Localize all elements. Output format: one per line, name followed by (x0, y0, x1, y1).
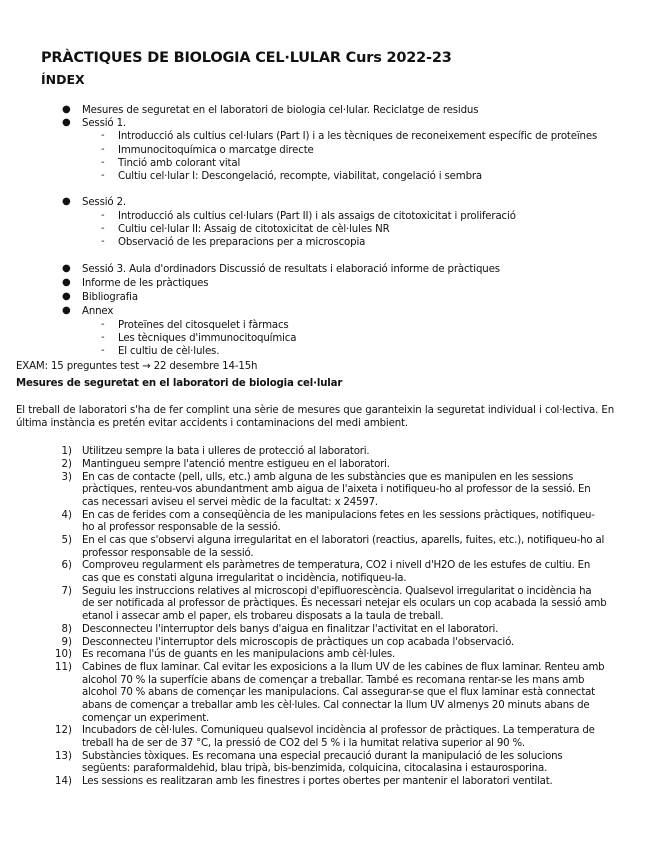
rule-number: 11) (55, 662, 72, 674)
index-subitem: Proteïnes del citosquelet i fàrmacs (118, 320, 289, 331)
rule-line: Cabines de flux laminar. Cal evitar les exposicions a la llum UV de les cabines de flux laminar. Renteu amb (82, 662, 605, 674)
index-heading: ÍNDEX (41, 72, 85, 87)
rule-number: 4) (61, 509, 72, 521)
index-item: Annex (82, 306, 114, 317)
dash-icon: - (101, 144, 105, 155)
dash-icon: - (101, 210, 105, 221)
rule-line: Utilitzeu sempre la bata i ulleres de protecció al laboratori. (82, 446, 370, 457)
rule-number: 1) (61, 446, 72, 457)
rule-number: 6) (61, 560, 72, 572)
rule-line: pràctiques, renteu-vos abundantment amb aigua de l'aixeta i notifiqueu-ho al professor de la sessió. En (82, 484, 591, 496)
rule-line: cas necessari aviseu el servei mèdic de la facultat: x 24597. (82, 496, 378, 508)
rule-number: 3) (61, 471, 72, 483)
index-subitem: Introducció als cultius cel·lulars (Part I) i a les tècniques de reconeixement específic de proteïnes (118, 131, 598, 142)
rule-line: Incubadors de cèl·lules. Comuniqueu qualsevol incidència al professor de pràctiques. La temperatura de (82, 725, 595, 737)
index-item: Bibliografia (82, 292, 138, 303)
rule-line: Les sessions es realitzaran amb les finestres i portes obertes per mantenir el laboratori ventilat. (82, 776, 553, 788)
rule-line: cas que es constati alguna irregularitat o incidència, notifiqueu-la. (82, 573, 407, 584)
rule-line: Comproveu regularment els paràmetres de temperatura, CO2 i nivell d'H2O de les estufes de cultiu. En (82, 560, 591, 572)
document-title: PRÀCTIQUES DE BIOLOGIA CEL·LULAR Curs 2022-23 (41, 50, 452, 66)
index-subitem: Observació de les preparacions per a microscopia (118, 237, 366, 248)
index-subitem: Cultiu cel·lular II: Assaig de citotoxicitat de cèl·lules NR (118, 224, 390, 235)
dash-icon: - (101, 170, 105, 181)
rule-line: ho al professor responsable de la sessió. (82, 522, 281, 534)
index-subitem: Tinció amb colorant vital (118, 158, 241, 169)
rule-line: professor responsable de la sessió. (82, 547, 254, 559)
dash-icon: - (101, 130, 105, 141)
bullet-icon: ● (62, 277, 71, 288)
exam-note: EXAM: 15 preguntes test → 22 desembre 14-15h (16, 361, 258, 372)
dash-icon: - (101, 345, 105, 356)
rule-line: alcohol 70 % abans de començar les manipulacions. Cal assegurar-se que el flux laminar està connectat (82, 687, 595, 699)
rule-line: Seguiu les instruccions relatives al microscopi d'epifluorescència. Qualsevol irregularitat o incidència ha (82, 585, 592, 597)
index-item: Sessió 3. Aula d'ordinadors Discussió de resultats i elaboració informe de pràctiques (82, 264, 500, 275)
index-subitem: Cultiu cel·lular I: Descongelació, recompte, viabilitat, congelació i sembra (118, 171, 483, 182)
bullet-icon: ● (62, 196, 71, 207)
rule-number: 10) (55, 649, 72, 661)
index-item: Informe de les pràctiques (82, 278, 209, 289)
index-item-sessio-2: Sessió 2. (82, 197, 127, 208)
rule-line: de ser notificada al professor de pràctiques. És necessari netejar els oculars un cop acabada la sessió amb (82, 598, 607, 610)
index-item: Mesures de seguretat en el laboratori de biologia cel·lular. Reciclatge de residus (82, 105, 479, 116)
index-subitem: Les tècniques d'immunocitoquímica (118, 333, 297, 344)
rule-number: 9) (61, 636, 72, 648)
rule-number: 7) (61, 585, 72, 597)
index-subitem: El cultiu de cèl·lules. (118, 346, 220, 357)
intro-paragraph: El treball de laboratori s'ha de fer complint una sèrie de mesures que garanteixin la seguretat individual i col·lectiva. En última instància es pretén evitar accidents i contaminacions del medi ambient. (16, 405, 614, 430)
dash-icon: - (101, 319, 105, 330)
rule-number: 14) (55, 776, 72, 788)
index-subitem: Immunocitoquímica o marcatge directe (118, 145, 314, 156)
bullet-icon: ● (62, 104, 71, 115)
rule-line: abans de començar a treballar amb les cèl·lules. Cal connectar la llum UV almenys 20 minuts abans de (82, 700, 590, 711)
rule-line: alcohol 70 % la superfície abans de començar a treballar. També es recomana rentar-se les mans amb (82, 674, 585, 686)
rule-line: començar un experiment. (82, 712, 210, 724)
bullet-icon: ● (62, 263, 71, 274)
bullet-icon: ● (62, 305, 71, 316)
rule-line: Mantingueu sempre l'atenció mentre estigueu en el laboratori. (82, 458, 390, 470)
rule-line: En cas de contacte (pell, ulls, etc.) amb alguna de les substàncies que es manipulen en les sessions (82, 471, 574, 483)
dash-icon: - (101, 236, 105, 247)
rule-number: 8) (61, 623, 72, 635)
index-item-sessio-1: Sessió 1. (82, 118, 127, 129)
dash-icon: - (101, 332, 105, 343)
rule-line: Desconnecteu l'interruptor dels microscopis de pràctiques un cop acabada l'observació. (82, 636, 514, 648)
bullet-icon: ● (62, 291, 71, 302)
rule-line: Es recomana l'ús de guants en les manipulacions amb cèl·lules. (82, 649, 395, 661)
rule-line: següents: paraformaldehid, blau tripà, bis-benzimida, colquicina, citocalasina i estaurosporina. (82, 763, 548, 775)
dash-icon: - (101, 157, 105, 168)
rule-line: Desconnecteu l'interruptor dels banys d'aigua en finalitzar l'activitat en el laboratori. (82, 623, 499, 635)
rule-line: En el cas que s'observi alguna irregularitat en el laboratori (reactius, aparells, fuites, etc.), notifiqueu-ho al (82, 535, 605, 546)
rule-number: 13) (55, 750, 72, 762)
index-subitem: Introducció als cultius cel·lulars (Part II) i als assaigs de citotoxicitat i proliferació (118, 211, 516, 222)
rule-line: etanol i assecar amb el paper, els trobareu disposats a la taula de treball. (82, 611, 444, 622)
section-heading: Mesures de seguretat en el laboratori de biologia cel·lular (16, 378, 343, 389)
dash-icon: - (101, 223, 105, 234)
rule-line: treball ha de ser de 37 °C, la pressió de CO2 del 5 % i la humitat relativa superior al 90 %. (82, 738, 525, 749)
rule-line: En cas de ferides com a conseqüència de les manipulacions fetes en les sessions pràctiques, notifiqueu- (82, 509, 595, 521)
rule-line: Substàncies tòxiques. Es recomana una especial precaució durant la manipulació de les solucions (82, 750, 563, 762)
rule-number: 12) (55, 725, 72, 737)
bullet-icon: ● (62, 117, 71, 128)
rule-number: 5) (61, 535, 72, 546)
rule-number: 2) (61, 458, 72, 470)
